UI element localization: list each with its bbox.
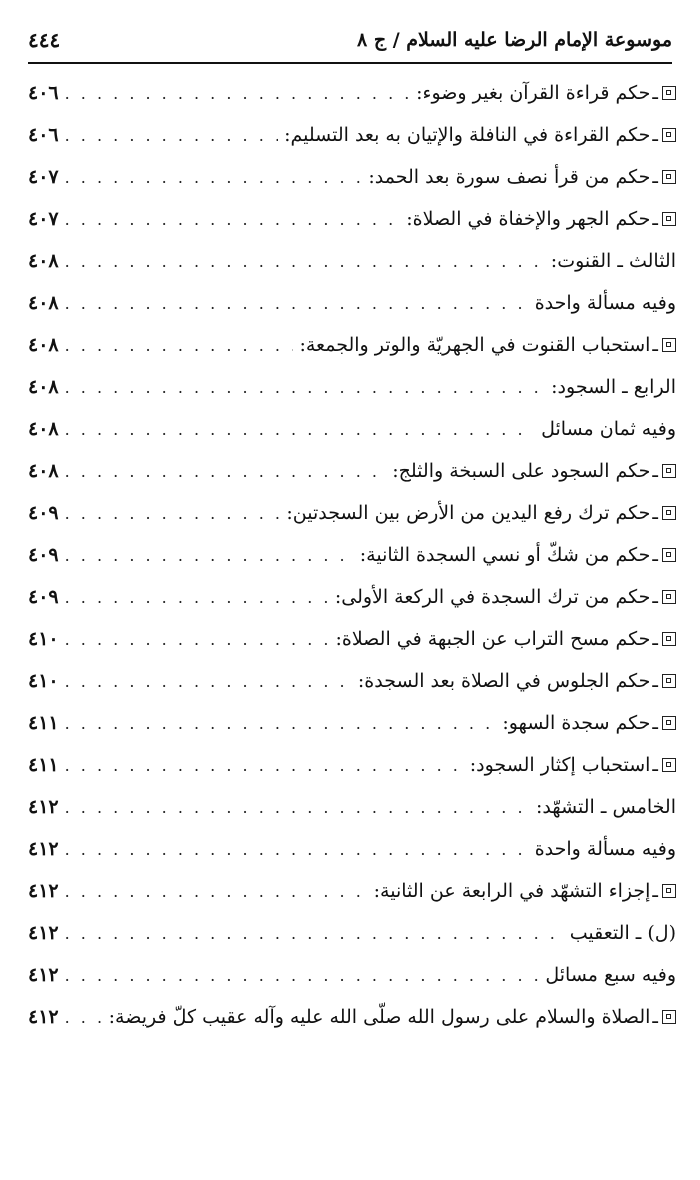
dot-leader <box>65 630 330 649</box>
dot-leader <box>65 588 329 607</box>
toc-entry-text: وفيه ثمان مسائل <box>541 418 676 440</box>
square-bullet-icon <box>662 170 676 184</box>
toc-page-number: ٤١٢ <box>28 922 59 944</box>
dot-leader <box>65 84 410 103</box>
toc-entry <box>335 628 676 650</box>
toc-entry <box>470 754 676 776</box>
toc-page-number: ٤١٢ <box>28 796 59 818</box>
toc-entry <box>358 670 676 692</box>
dash-glyph: ـ <box>652 124 658 146</box>
toc-page-number: ٤٠٧ <box>28 208 59 230</box>
square-bullet-icon <box>662 716 676 730</box>
toc-entry <box>536 796 676 818</box>
toc-page-number: ٤٠٩ <box>28 502 59 524</box>
toc-row <box>28 618 676 660</box>
toc-entry <box>535 838 676 860</box>
toc-entry-text: حكم من ترك السجدة في الركعة الأولى: <box>334 586 651 608</box>
square-bullet-icon <box>662 674 676 688</box>
toc-entry <box>335 586 676 608</box>
dash-glyph: ـ <box>652 460 658 482</box>
square-bullet-icon <box>662 590 676 604</box>
square-bullet-icon <box>662 1010 676 1024</box>
dot-leader <box>65 504 281 523</box>
dash-glyph: ـ <box>652 586 658 608</box>
toc-entry-text: الصلاة والسلام على رسول الله صلّى الله عليه وآله عقيب كلّ فريضة: <box>108 1006 651 1028</box>
toc-page-number: ٤٠٨ <box>28 292 59 314</box>
toc-entry <box>551 250 676 272</box>
toc-entry-text: حكم قراءة القرآن بغير وضوء: <box>416 82 651 104</box>
toc-page-number: ٤١٠ <box>28 628 59 650</box>
dot-leader <box>65 462 387 481</box>
dash-glyph: ـ <box>652 334 658 356</box>
dash-glyph: ـ <box>652 82 658 104</box>
dot-leader <box>65 546 354 565</box>
toc-page-number: ٤٠٨ <box>28 250 59 272</box>
toc-entry-text: حكم الجهر والإخفاة في الصلاة: <box>406 208 651 230</box>
square-bullet-icon <box>662 212 676 226</box>
page-number: ٤٤٤ <box>28 28 61 52</box>
toc-page-number: ٤٠٨ <box>28 334 59 356</box>
toc-page-number: ٤١١ <box>28 754 59 776</box>
dot-leader <box>65 798 530 817</box>
dot-leader <box>65 882 368 901</box>
dash-glyph: ـ <box>652 880 658 902</box>
dash-glyph: ـ <box>652 208 658 230</box>
toc-entry <box>406 208 676 230</box>
dash-glyph: ـ <box>652 628 658 650</box>
dot-leader <box>65 210 401 229</box>
toc-entry <box>416 82 676 104</box>
toc-page-number: ٤١٢ <box>28 838 59 860</box>
toc-page-number: ٤١٠ <box>28 670 59 692</box>
toc-entry <box>541 418 676 440</box>
square-bullet-icon <box>662 884 676 898</box>
toc-entry <box>570 922 676 944</box>
toc-entry <box>299 334 676 356</box>
square-bullet-icon <box>662 758 676 772</box>
toc-entry-text: الرابع ـ السجود: <box>551 376 676 398</box>
toc-row <box>28 450 676 492</box>
toc-row <box>28 72 676 114</box>
toc-row <box>28 954 676 996</box>
toc-entry-text: الثالث ـ القنوت: <box>550 250 676 272</box>
dot-leader <box>65 966 540 985</box>
square-bullet-icon <box>662 338 676 352</box>
dot-leader <box>65 1008 103 1027</box>
toc-entry-text: إجزاء التشهّد في الرابعة عن الثانية: <box>373 880 651 902</box>
toc-row <box>28 408 676 450</box>
dot-leader <box>65 252 545 271</box>
toc-row <box>28 282 676 324</box>
toc-entry <box>551 376 676 398</box>
toc-entry <box>286 502 676 524</box>
dash-glyph: ـ <box>652 544 658 566</box>
toc-entry-text: وفيه مسألة واحدة <box>534 292 676 314</box>
dash-glyph: ـ <box>652 166 658 188</box>
toc-entry-text: حكم من شكّ أو نسي السجدة الثانية: <box>359 544 651 566</box>
toc-row <box>28 240 676 282</box>
dot-leader <box>65 840 529 859</box>
toc-entry-text: حكم مسح التراب عن الجبهة في الصلاة: <box>335 628 651 650</box>
toc-row <box>28 366 676 408</box>
toc-entry <box>535 292 676 314</box>
toc-row <box>28 828 676 870</box>
table-of-contents <box>28 72 676 1038</box>
page-header <box>28 18 672 64</box>
toc-entry-text: (ل) ـ التعقيب <box>569 922 676 944</box>
dot-leader <box>65 336 294 355</box>
toc-page-number: ٤١٢ <box>28 1006 59 1028</box>
dash-glyph: ـ <box>652 754 658 776</box>
toc-page-number: ٤٠٩ <box>28 544 59 566</box>
toc-entry-text: استحباب القنوت في الجهريّة والوتر والجمعة: <box>299 334 651 356</box>
toc-entry-text: حكم القراءة في النافلة والإتيان به بعد التسليم: <box>284 124 651 146</box>
toc-entry-text: الخامس ـ التشهّد: <box>535 796 676 818</box>
toc-page-number: ٤١٢ <box>28 880 59 902</box>
toc-entry-text: وفيه مسألة واحدة <box>534 838 676 860</box>
square-bullet-icon <box>662 632 676 646</box>
square-bullet-icon <box>662 86 676 100</box>
toc-entry-text: حكم الجلوس في الصلاة بعد السجدة: <box>357 670 651 692</box>
toc-entry <box>374 880 676 902</box>
toc-entry-text: حكم من قرأ نصف سورة بعد الحمد: <box>368 166 651 188</box>
square-bullet-icon <box>662 128 676 142</box>
toc-page-number: ٤٠٦ <box>28 82 59 104</box>
toc-row <box>28 114 676 156</box>
toc-entry <box>284 124 676 146</box>
dash-glyph: ـ <box>652 1006 658 1028</box>
toc-row <box>28 786 676 828</box>
toc-row <box>28 996 676 1038</box>
toc-page-number: ٤٠٨ <box>28 418 59 440</box>
toc-row <box>28 870 676 912</box>
toc-entry <box>109 1006 676 1028</box>
book-title: موسوعة الإمام الرضا عليه السلام / ج ٨ <box>357 29 672 51</box>
dot-leader <box>65 378 546 397</box>
toc-entry-text: حكم سجدة السهو: <box>502 712 651 734</box>
toc-page-number: ٤٠٦ <box>28 124 59 146</box>
toc-page-number: ٤١٢ <box>28 964 59 986</box>
toc-row <box>28 660 676 702</box>
dot-leader <box>65 294 529 313</box>
toc-entry <box>545 964 676 986</box>
toc-row <box>28 702 676 744</box>
dot-leader <box>65 168 363 187</box>
dot-leader <box>65 924 564 943</box>
toc-row <box>28 912 676 954</box>
toc-page-number: ٤١١ <box>28 712 59 734</box>
dash-glyph: ـ <box>652 670 658 692</box>
toc-entry <box>502 712 676 734</box>
toc-entry-text: وفيه سبع مسائل <box>545 964 676 986</box>
square-bullet-icon <box>662 548 676 562</box>
toc-entry <box>392 460 676 482</box>
toc-page-number: ٤٠٨ <box>28 460 59 482</box>
toc-row <box>28 534 676 576</box>
dot-leader <box>65 126 278 145</box>
toc-page-number: ٤٠٨ <box>28 376 59 398</box>
dash-glyph: ـ <box>652 712 658 734</box>
toc-page-number: ٤٠٧ <box>28 166 59 188</box>
toc-row <box>28 156 676 198</box>
dot-leader <box>65 756 464 775</box>
toc-entry-text: حكم ترك رفع اليدين من الأرض بين السجدتين: <box>286 502 651 524</box>
toc-page-number: ٤٠٩ <box>28 586 59 608</box>
toc-entry <box>360 544 676 566</box>
dot-leader <box>65 420 536 439</box>
dot-leader <box>65 714 497 733</box>
toc-row <box>28 576 676 618</box>
dot-leader <box>65 672 352 691</box>
toc-row <box>28 198 676 240</box>
toc-entry <box>368 166 676 188</box>
square-bullet-icon <box>662 506 676 520</box>
square-bullet-icon <box>662 464 676 478</box>
toc-row <box>28 324 676 366</box>
toc-entry-text: استحباب إكثار السجود: <box>469 754 651 776</box>
dash-glyph: ـ <box>652 502 658 524</box>
toc-row <box>28 744 676 786</box>
toc-row <box>28 492 676 534</box>
toc-entry-text: حكم السجود على السبخة والثلج: <box>392 460 651 482</box>
